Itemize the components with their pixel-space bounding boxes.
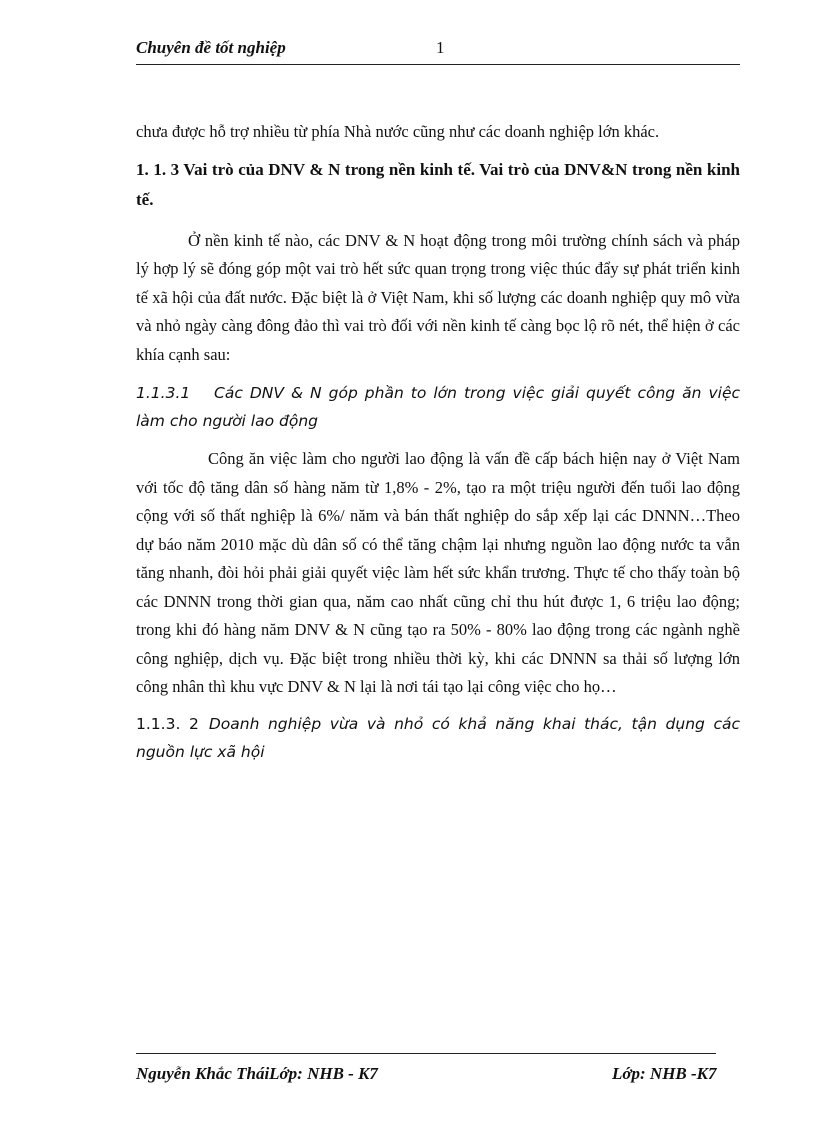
header-title: Chuyên đề tốt nghiệp bbox=[136, 38, 286, 57]
paragraph-continuation: chưa được hỗ trợ nhiều từ phía Nhà nước cũng như các doanh nghiệp lớn khác. bbox=[136, 122, 660, 141]
section-heading-1-1-3: 1. 1. 3 Vai trò của DNV & N trong nền kinh tế. Vai trò của DNV&N trong nền kinh tế. bbox=[136, 159, 740, 209]
sub-heading-1-1-3-1 bbox=[136, 379, 740, 435]
footer-rule bbox=[136, 1053, 716, 1054]
sub-heading-text: Doanh nghiệp vừa và nhỏ có khả năng khai thác, tận dụng các nguồn lực xã hội bbox=[136, 714, 740, 761]
document-body bbox=[136, 118, 740, 766]
paragraph-employment: Công ăn việc làm cho người lao động là vấn đề cấp bách hiện nay ở Việt Nam với tốc độ tăng dân số hàng năm từ 1,8% - 2%, tạo ra một triệu người đến tuổi lao động cộng với số thất nghiệp là 6%/ năm và bán thất nghiệp do sắp xếp lại các DNNN…Theo dự báo năm 2010 mặc dù dân số có thể tăng chậm lại nhưng nguồn lao động nước ta vẫn tăng nhanh, đòi hỏi phải giải quyết việc làm hết sức khẩn trương. Thực tế cho thấy toàn bộ các DNNN trong thời gian qua, năm cao nhất cũng chỉ thu hút được 1, 6 triệu lao động; trong khi đó hàng năm DNV & N cũng tạo ra 50% - 80% lao động trong các ngành nghề công nghiệp, dịch vụ. Đặc biệt trong nhiều thời kỳ, khi các DNNN sa thải số lượng lớn công nhân thì khu vực DNV & N lại là nơi tái tạo lại công việc cho họ… bbox=[136, 449, 740, 696]
sub-heading-text: Các DNV & N góp phần to lớn trong việc giải quyết công ăn việc làm cho người lao động bbox=[136, 384, 740, 430]
sub-heading-number: 1.1.3.1 bbox=[136, 384, 191, 402]
page-header bbox=[136, 38, 740, 65]
sub-heading-number: 1.1.3. 2 bbox=[136, 714, 199, 733]
sub-heading-1-1-3-2 bbox=[136, 710, 740, 766]
footer-author: Nguyễn Khắc TháiLớp: NHB - K7 bbox=[136, 1064, 378, 1083]
page-number: 1 bbox=[436, 38, 445, 57]
footer-class: Lớp: NHB -K7 bbox=[612, 1064, 717, 1083]
paragraph-intro: Ở nền kinh tế nào, các DNV & N hoạt động trong môi trường chính sách và pháp lý hợp lý sẽ đóng góp một vai trò hết sức quan trọng trong việc thúc đẩy sự phát triển kinh tế xã hội của đất nước. Đặc biệt là ở Việt Nam, khi số lượng các doanh nghiệp quy mô vừa và nhỏ ngày càng đông đảo thì vai trò đối với nền kinh tế càng bọc lộ rõ nét, thể hiện ở các khía cạnh sau: bbox=[136, 230, 740, 364]
